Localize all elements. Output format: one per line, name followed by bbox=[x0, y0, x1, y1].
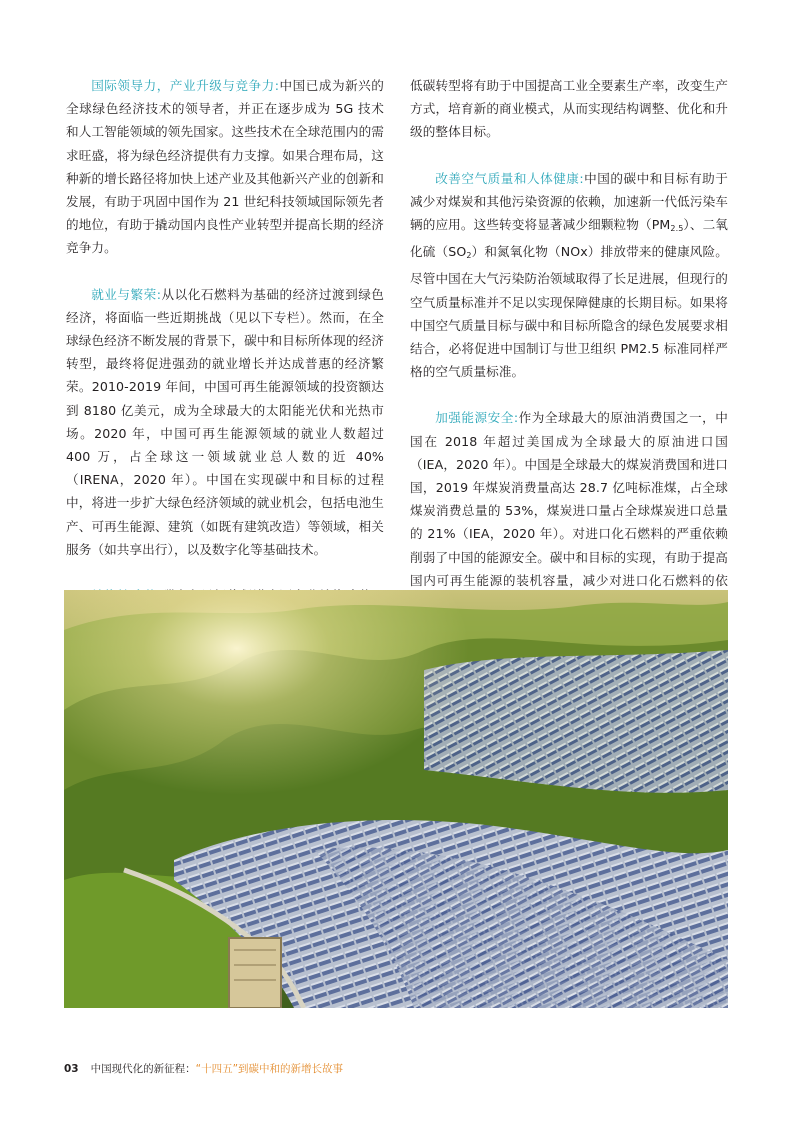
paragraph-air-quality bbox=[410, 167, 728, 384]
paragraph-energy-security bbox=[410, 406, 728, 615]
subscript-so: 2 bbox=[466, 251, 472, 261]
body-air-quality-c: ）和氮氧化物（NOx）排放带来的健康风险。尽管中国在大气污染防治领域取得了长足进展，但现行的空气质量标准并不足以实现保障健康的长期目标。如果将中国空气质量目标与碳中和目标所隐含的绿色发展要求相结合，必将促进中国制订与世卫组织 PM2.5 标准同样严格的空气质量标准。 bbox=[410, 244, 728, 380]
solar-farm-illustration bbox=[64, 590, 728, 1008]
body-leadership: 中国已成为新兴的全球绿色经济技术的领导者，并正在逐步成为 5G 技术和人工智能领域的领先国家。这些技术在全球范围内的需求旺盛，将为绿色经济提供有力支撑。如果合理布局，这种新的增长路径将加快上述产业及其他新兴产业的创新和发展，有助于巩固中国作为 21 世纪科技领域国际领先者的地位，有助于撬动国内良性产业转型并提高长期的经济竞争力。 bbox=[66, 78, 384, 256]
subscript-pm: 2.5 bbox=[670, 224, 684, 234]
body-employment: 从以化石燃料为基础的经济过渡到绿色经济，将面临一些近期挑战（见以下专栏）。然而，在全球绿色经济不断发展的背景下，碳中和目标所体现的经济转型，最终将促进强劲的就业增长并达成普惠的经济繁荣。2010-2019 年间，中国可再生能源领域的投资额达到 8180 亿美元，成为全球最大的太阳能光伏和光热市场。2020 年，中国可再生能源领域的就业人数超过 400 万，占全球这一领域就业总人数的近 40%（IRENA，2020 年）。中国在实现碳中和目标的过程中，将进一步扩大绿色经济领域的就业机会，包括电池生产、可再生能源、建筑（如既有建筑改造）等领域，相关服务（如共享出行），以及数字化等基础技术。 bbox=[66, 286, 384, 557]
heading-employment: 就业与繁荣: bbox=[91, 286, 162, 302]
paragraph-continued bbox=[410, 74, 728, 144]
heading-air-quality: 改善空气质量和人体健康: bbox=[435, 170, 584, 186]
page-number: 03 bbox=[64, 1063, 79, 1075]
paragraph-leadership bbox=[66, 74, 384, 260]
footer bbox=[64, 1061, 343, 1076]
body-air-quality-b: ）、二氧化硫（SO bbox=[410, 217, 728, 260]
body-energy-security: 作为全球最大的原油消费国之一，中国在 2018 年超过美国成为全球最大的原油进口国（IEA，2020 年）。中国是全球最大的煤炭消费国和进口国，2019 年煤炭消费量高达 28.7 亿吨标准煤，占全球煤炭消费总量的 53%，煤炭进口量占全球煤炭进口总量的 21%（IEA，2020 年）。对进口化石燃料的严重依赖削弱了中国的能源安全。碳中和目标的实现，有助于提高国内可再生能源的装机容量，减少对进口化石燃料的依 bbox=[410, 410, 728, 588]
left-column bbox=[66, 74, 384, 653]
paragraph-employment bbox=[66, 283, 384, 561]
footer-title-prefix: 中国现代化的新征程： bbox=[90, 1063, 196, 1075]
heading-leadership: 国际领导力，产业升级与竞争力: bbox=[91, 78, 280, 93]
footer-title-suffix: 到碳中和的新增长故事 bbox=[238, 1063, 344, 1075]
heading-energy-security: 加强能源安全: bbox=[435, 410, 519, 426]
body-continued: 低碳转型将有助于中国提高工业全要素生产率，改变生产方式，培育新的商业模式，从而实现结构调整、优化和升级的整体目标。 bbox=[410, 78, 728, 140]
footer-title-quote: “十四五” bbox=[195, 1063, 239, 1075]
body-air-quality-a: 中国的碳中和目标有助于减少对煤炭和其他污染资源的依赖，加速新一代低污染车辆的应用。这些转变将显著减少细颗粒物（PM bbox=[410, 170, 728, 233]
solar-farm-photo bbox=[64, 590, 728, 1008]
right-column bbox=[410, 74, 728, 638]
